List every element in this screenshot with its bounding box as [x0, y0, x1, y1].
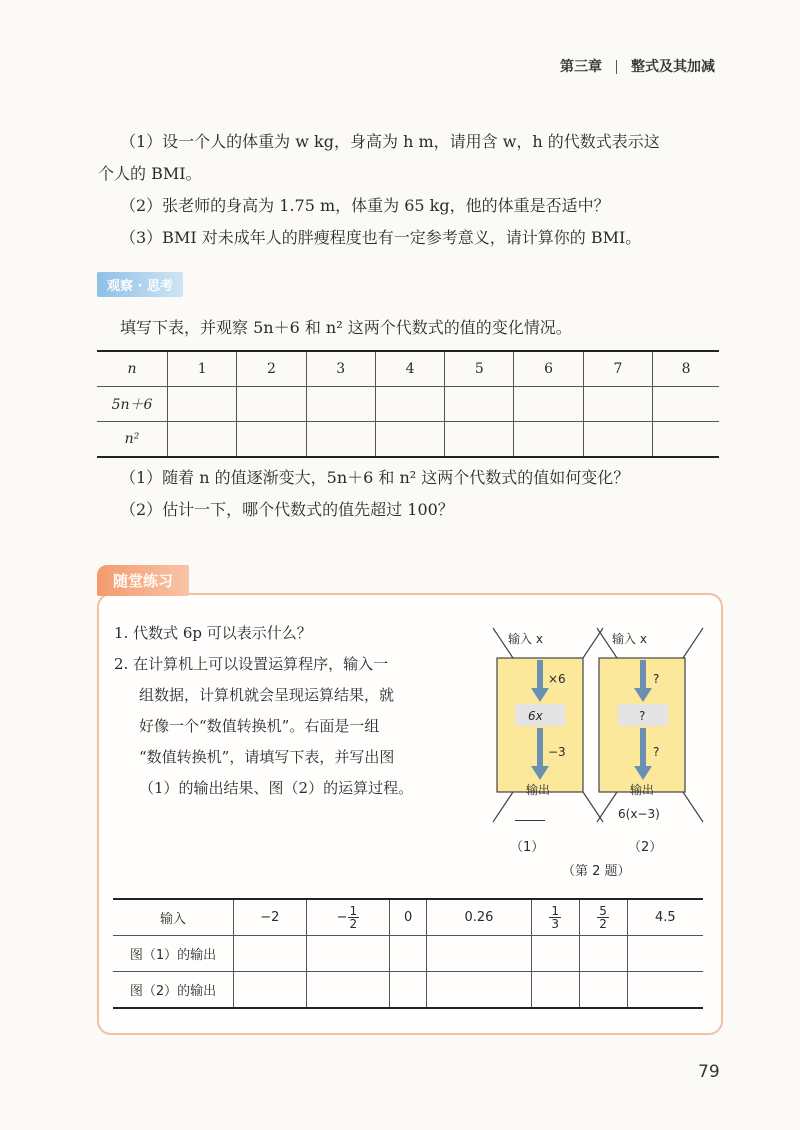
- input-cell-fraction: $\frac{5}{2}$: [579, 899, 627, 936]
- row-label: n: [97, 351, 168, 387]
- bmi-q1-line1: （1）设一个人的体重为 w kg，身高为 h m，请用含 w，h 的代数式表示这: [120, 132, 660, 151]
- header-label: 输入: [113, 899, 234, 936]
- machine-2-mid: ?: [639, 709, 646, 723]
- blank-cell[interactable]: [583, 387, 652, 422]
- blank-cell[interactable]: [168, 422, 237, 458]
- blank-cell[interactable]: [531, 936, 579, 972]
- machine-2-output: 输出: [630, 783, 655, 797]
- blank-cell[interactable]: [627, 972, 703, 1009]
- table-row: [97, 422, 719, 458]
- table-row: [113, 936, 703, 972]
- row-label: 图（2）的输出: [113, 972, 234, 1009]
- bmi-q2: （2）张老师的身高为 1.75 m，体重为 65 kg，他的体重是否适中？: [120, 196, 610, 215]
- row-label: 5n＋6: [97, 387, 168, 422]
- table-row: [113, 899, 703, 936]
- input-cell-fraction: $\frac{1}{3}$: [531, 899, 579, 936]
- machine-1-output: 输出: [526, 783, 551, 797]
- chapter-label: 第三章: [560, 59, 602, 75]
- table-cell: 7: [583, 351, 652, 387]
- blank-cell[interactable]: [306, 422, 375, 458]
- figure-caption: （第 2 题）: [562, 864, 631, 879]
- table-row: [113, 972, 703, 1009]
- table-row: [97, 351, 719, 387]
- blank-cell[interactable]: [514, 422, 583, 458]
- blank-cell[interactable]: [445, 422, 514, 458]
- observe-table: [97, 350, 719, 458]
- blank-cell[interactable]: [579, 936, 627, 972]
- blank-cell[interactable]: [168, 387, 237, 422]
- input-cell: 0.26: [427, 899, 532, 936]
- blank-cell[interactable]: [427, 936, 532, 972]
- practice-table: [113, 898, 703, 1009]
- blank-cell[interactable]: [627, 936, 703, 972]
- machine-1-op2: −3: [548, 745, 566, 759]
- machine-2-op2: ?: [653, 745, 660, 759]
- practice-q2-line0: 2. 在计算机上可以设置运算程序，输入一: [114, 655, 389, 673]
- machine-2-input: 输入 x: [612, 632, 647, 646]
- blank-cell[interactable]: [390, 972, 427, 1009]
- practice-q2-line1: 组数据，计算机就会呈现运算结果，就: [139, 686, 395, 704]
- input-cell: 4.5: [627, 899, 703, 936]
- blank-cell[interactable]: [306, 387, 375, 422]
- blank-cell[interactable]: [445, 387, 514, 422]
- machine-1-caption: （1）: [510, 840, 545, 855]
- blank-cell[interactable]: [531, 972, 579, 1009]
- blank-cell[interactable]: [306, 936, 390, 972]
- input-cell: −2: [234, 899, 307, 936]
- blank-cell[interactable]: [579, 972, 627, 1009]
- blank-cell[interactable]: [653, 422, 719, 458]
- practice-q2-line2: 好像一个“数值转换机”。右面是一组: [139, 717, 380, 735]
- row-label: 图（1）的输出: [113, 936, 234, 972]
- blank-cell[interactable]: [375, 422, 444, 458]
- blank-cell[interactable]: [653, 387, 719, 422]
- blank-cell[interactable]: [390, 936, 427, 972]
- machine-1-op1: ×6: [548, 672, 566, 686]
- blank-cell[interactable]: [427, 972, 532, 1009]
- table-cell: 2: [237, 351, 306, 387]
- input-cell: 0: [390, 899, 427, 936]
- observe-q1: （1）随着 n 的值逐渐变大，5n＋6 和 n² 这两个代数式的值如何变化？: [120, 468, 630, 487]
- table-cell: 4: [375, 351, 444, 387]
- table-cell: 5: [445, 351, 514, 387]
- machine-2-op1: ?: [653, 672, 660, 686]
- page-header: [560, 56, 730, 76]
- blank-cell[interactable]: [514, 387, 583, 422]
- table-row: [97, 387, 719, 422]
- blank-cell[interactable]: [234, 972, 307, 1009]
- blank-cell[interactable]: [583, 422, 652, 458]
- number-machines-figure: [485, 620, 710, 870]
- bmi-q1-line2: 个人的 BMI。: [98, 164, 202, 183]
- table-cell: 8: [653, 351, 719, 387]
- table-cell: 3: [306, 351, 375, 387]
- blank-cell[interactable]: [237, 422, 306, 458]
- practice-q2-line3: “数值转换机”，请填写下表，并写出图: [139, 748, 395, 766]
- machine-1-input: 输入 x: [508, 632, 543, 646]
- machine-2-caption: （2）: [628, 840, 663, 855]
- practice-badge: 随堂练习: [97, 565, 189, 596]
- input-cell-fraction: − $\frac{1}{2}$: [306, 899, 390, 936]
- observe-q2: （2）估计一下，哪个代数式的值先超过 100？: [120, 500, 454, 519]
- bmi-q3: （3）BMI 对未成年人的胖瘦程度也有一定参考意义，请计算你的 BMI。: [120, 228, 642, 247]
- practice-q2-line4: （1）的输出结果、图（2）的运算过程。: [139, 779, 414, 797]
- practice-q1: 1. 代数式 6p 可以表示什么？: [114, 624, 312, 642]
- table-cell: 1: [168, 351, 237, 387]
- observe-badge: 观察 · 思考: [97, 272, 183, 297]
- page-number: 79: [698, 1062, 720, 1082]
- blank-cell[interactable]: [234, 936, 307, 972]
- table-cell: 6: [514, 351, 583, 387]
- chapter-title: 整式及其加减: [631, 59, 715, 75]
- blank-cell[interactable]: [237, 387, 306, 422]
- machine-1-mid: 6x: [528, 709, 543, 723]
- machine-2-result: 6(x−3): [618, 807, 660, 821]
- header-separator: [616, 60, 617, 74]
- machine-1-answer-blank[interactable]: [515, 820, 545, 821]
- blank-cell[interactable]: [375, 387, 444, 422]
- observe-intro: 填写下表，并观察 5n＋6 和 n² 这两个代数式的值的变化情况。: [120, 318, 572, 337]
- blank-cell[interactable]: [306, 972, 390, 1009]
- row-label: n²: [97, 422, 168, 458]
